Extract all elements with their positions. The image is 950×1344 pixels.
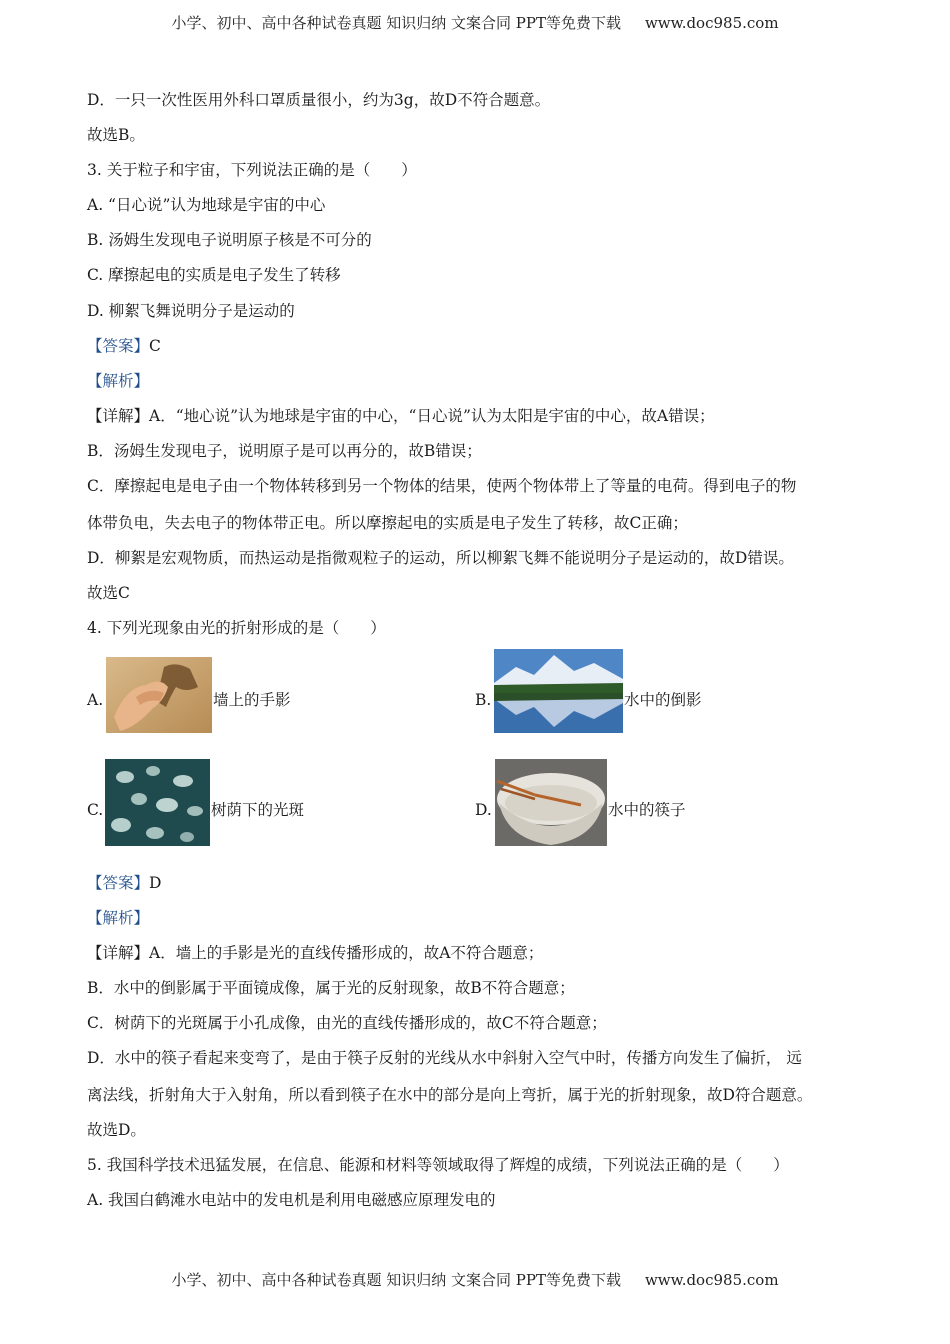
answer-value: D [149,874,162,892]
answer-value: C [149,337,161,355]
question-5-stem: 5. 我国科学技术迅猛发展，在信息、能源和材料等领域取得了辉煌的成绩，下列说法正确的是（ ） [87,1156,789,1174]
light-spots-image [105,759,210,846]
page-footer [0,1269,950,1290]
question-3-selection: 故选C [87,584,130,602]
option-a-text: 墙上的手影 [213,691,291,709]
question-3-detail-d: D．柳絮是宏观物质，而热运动是指微观粒子的运动，所以柳絮飞舞不能说明分子是运动的，故D错误。 [87,549,794,567]
question-4-answer [87,872,161,894]
question-3-option-d: D. 柳絮飞舞说明分子是运动的 [87,302,295,320]
prev-selection: 故选B。 [87,126,145,144]
question-4-analysis-tag: 【解析】 [87,909,150,927]
question-4-detail-d-2: 离法线，折射角大于入射角，所以看到筷子在水中的部分是向上弯折，属于光的折射现象，故D符合题意。 [87,1086,813,1104]
question-3-option-b: B. 汤姆生发现电子说明原子核是不可分的 [87,231,372,249]
option-a-label: A. [87,691,104,709]
option-c-label: C. [87,801,104,819]
option-b-text: 水中的倒影 [624,691,702,709]
question-3-detail-c-2: 体带负电，失去电子的物体带正电。所以摩擦起电的实质是电子发生了转移，故C正确； [87,514,688,532]
detail-tag: 【详解】 [87,944,150,962]
question-4-selection: 故选D。 [87,1121,146,1139]
option-b-label: B. [475,691,492,709]
question-3-option-a: A. “日心说”认为地球是宇宙的中心 [87,196,326,214]
header-site-link[interactable]: www.doc985.com [644,14,779,32]
footer-site-link[interactable]: www.doc985.com [644,1271,779,1289]
answer-tag: 【答案】 [87,874,150,892]
question-3-detail-b: B．汤姆生发现电子，说明原子是可以再分的，故B错误； [87,442,482,460]
page-header [0,12,950,33]
question-4-stem: 4. 下列光现象由光的折射形成的是（ ） [87,619,386,637]
question-3-detail-c-1: C．摩擦起电是电子由一个物体转移到另一个物体的结果，使两个物体带上了等量的电荷。得到电子的物 [87,477,797,495]
question-3-analysis-tag: 【解析】 [87,372,150,390]
question-3-answer [87,335,161,357]
footer-text: 小学、初中、高中各种试卷真题 知识归纳 文案合同 PPT等免费下载 [171,1271,621,1289]
header-text: 小学、初中、高中各种试卷真题 知识归纳 文案合同 PPT等免费下载 [171,14,621,32]
question-4-detail-b: B．水中的倒影属于平面镜成像，属于光的反射现象，故B不符合题意； [87,979,575,997]
option-d-text: 水中的筷子 [608,801,686,819]
question-4-detail-c: C．树荫下的光斑属于小孔成像，由光的直线传播形成的，故C不符合题意； [87,1014,607,1032]
question-4-detail-a: 【详解】A．墙上的手影是光的直线传播形成的，故A不符合题意； [87,944,544,962]
detail-tag: 【详解】 [87,407,150,425]
question-3-detail-a: 【详解】A．“地心说”认为地球是宇宙的中心，“日心说”认为太阳是宇宙的中心，故A错误； [87,407,715,425]
chopsticks-in-water-image [495,759,607,846]
answer-tag: 【答案】 [87,337,150,355]
lake-reflection-image [494,649,623,733]
question-5-option-a: A. 我国白鹤滩水电站中的发电机是利用电磁感应原理发电的 [87,1191,496,1209]
hand-shadow-image [106,657,212,733]
option-d-label: D. [475,801,492,819]
question-3-stem: 3. 关于粒子和宇宙，下列说法正确的是（ ） [87,161,417,179]
prev-answer-d: D．一只一次性医用外科口罩质量很小，约为3g，故D不符合题意。 [87,91,551,109]
option-c-text: 树荫下的光斑 [211,801,305,819]
question-3-option-c: C. 摩擦起电的实质是电子发生了转移 [87,266,341,284]
question-4-detail-d-1: D．水中的筷子看起来变弯了，是由于筷子反射的光线从水中斜射入空气中时，传播方向发生了偏折， 远 [87,1049,802,1067]
